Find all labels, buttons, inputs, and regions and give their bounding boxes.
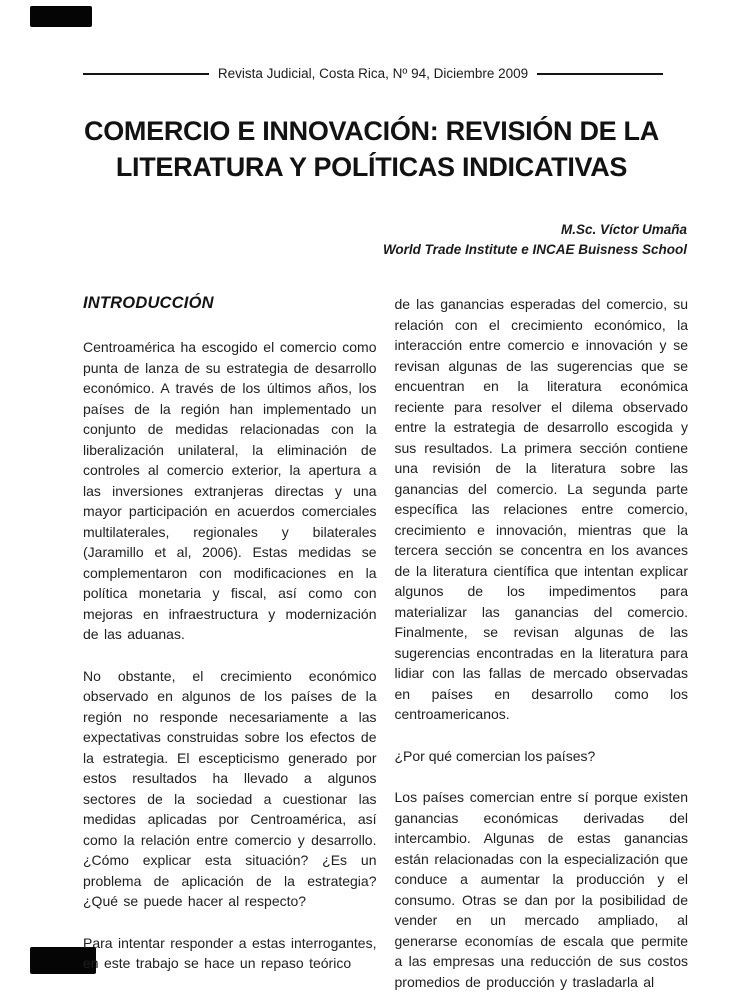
author-block bbox=[383, 220, 687, 260]
right-paragraph-1: de las ganancias esperadas del comercio, su relación con el crecimiento económico, la interacción entre comercio e innovación y se revisan algunas de las sugerencias que se encuentran en la literatura económica reciente para resolver el dilema observado entre la estrategia de desarrollo escogida y sus resultados. La primera sección contiene una revisión de la literatura sobre las ganancias del comercio. La segunda parte específica las relaciones entre comercio, crecimiento e innovación, mientras que la tercera sección se concentra en los avances de la literatura científica que intentan explicar algunos de los impedimentos para materializar las ganancias del comercio. Finalmente, se revisan algunas de las sugerencias encontradas en la literatura para lidiar con las fallas de mercado observadas en países en desarrollo como los centroamericanos. bbox=[394, 296, 688, 722]
left-column bbox=[83, 294, 377, 992]
author-affiliation: World Trade Institute e INCAE Buisness School bbox=[382, 242, 687, 257]
right-paragraph-2: Los países comercian entre sí porque existen ganancias económicas derivadas del intercambio. Algunas de estas ganancias están relacionadas con la especialización que conduce a aumentar la producción y el consumo. Otras se dan por la posibilidad de vender en un mercado ampliado, al generarse economías de escala que permite a las empresas una reducción de sus costos promedios de producción y trasladarla al bbox=[394, 789, 688, 990]
article-title bbox=[0, 113, 743, 185]
scan-mark-top-left bbox=[30, 6, 92, 27]
left-paragraph-3: Para intentar responder a estas interrogantes, en este trabajo se hace un repaso teórico bbox=[83, 934, 377, 971]
header-rule-right bbox=[537, 73, 663, 75]
header-rule-left bbox=[83, 73, 209, 75]
right-column bbox=[395, 294, 689, 992]
article-title-text: COMERCIO E INNOVACIÓN: REVISIÓN DE LA LITERATURA Y POLÍTICAS INDICATIVAS bbox=[84, 116, 659, 182]
article-body bbox=[83, 294, 688, 992]
left-paragraph-2: No obstante, el crecimiento económico observado en algunos de los países de la región no responde necesariamente a las expectativas construidas sobre los efectos de la estrategia. El escepticismo generado por estos resultados ha llevado a algunos sectores de la sociedad a cuestionar las medidas aplicadas por Centroamérica, así como la relación entre comercio y desarrollo. ¿Cómo explicar esta situación? ¿Es un problema de aplicación de la estrategia? ¿Qué se puede hacer al respecto? bbox=[83, 667, 377, 909]
right-subheading: ¿Por qué comercian los países? bbox=[394, 747, 596, 764]
left-paragraph-1: Centroamérica ha escogido el comercio como punta de lanza de su estrategia de desarrollo económico. A través de los últimos años, los países de la región han implementado un conjunto de medidas relacionadas con la liberalización unilateral, la eliminación de controles al comercio exterior, la apertura a las inversiones extranjeras directas y una mayor participación en acuerdos comerciales multilaterales, regionales y bilaterales (Jaramillo et al, 2006). Estas medidas se complementaron con modificaciones en la política monetaria y fiscal, así como con mejoras en infraestructura y modernización de las aduanas. bbox=[83, 339, 377, 642]
intro-heading: INTRODUCCIÓN bbox=[83, 294, 214, 312]
journal-header-text: Revista Judicial, Costa Rica, Nº 94, Diciembre 2009 bbox=[217, 66, 529, 81]
author-name: M.Sc. Víctor Umaña bbox=[560, 222, 687, 237]
journal-header bbox=[83, 66, 663, 81]
